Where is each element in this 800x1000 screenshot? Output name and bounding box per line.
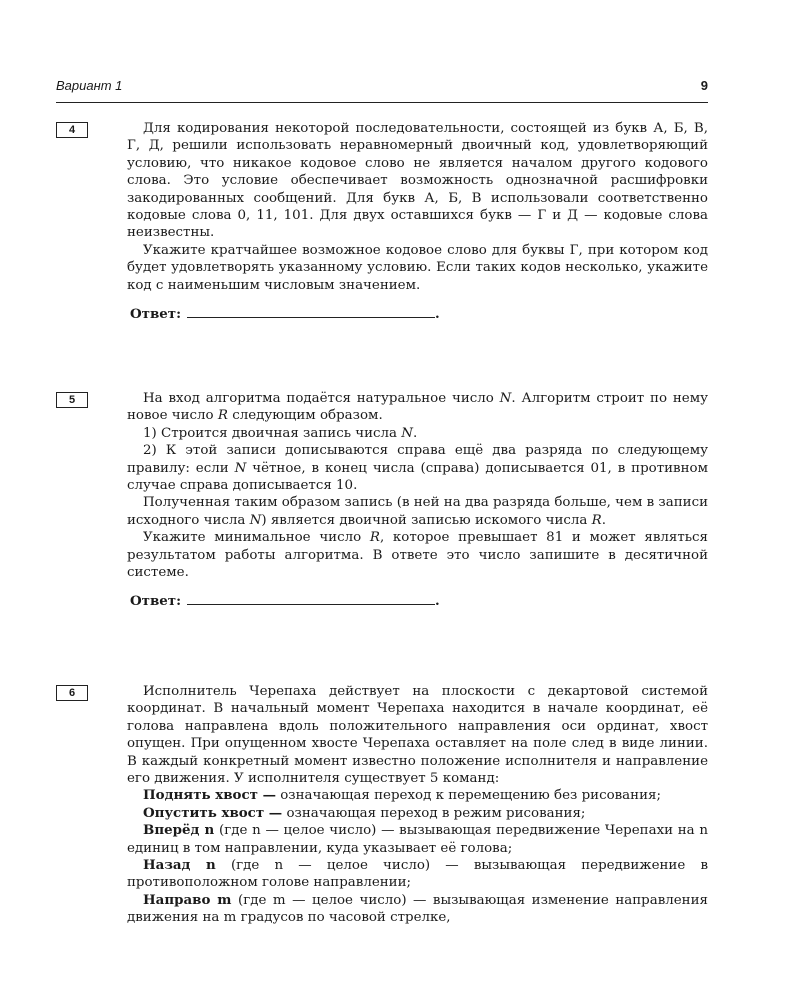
answer-label: Ответ:	[130, 593, 182, 610]
task-6-content	[127, 683, 708, 927]
answer-line[interactable]	[187, 305, 435, 318]
task-number-badge: 5	[56, 392, 88, 408]
task-5-paragraph-1: На вход алгоритма подаётся натуральное число N. Алгоритм строит по нему новое число R следующим образом.	[127, 391, 708, 424]
command-forward: Вперёд n (где n — целое число) — вызывающая передвижение Черепахи на n единиц в том направлении, куда указывает её голова;	[127, 822, 708, 856]
task-5	[56, 390, 708, 611]
task-4-content	[127, 120, 708, 323]
task-4	[56, 120, 708, 323]
task-number-badge: 4	[56, 122, 88, 138]
page-number: 9	[700, 78, 708, 93]
task-5-paragraph-5: Укажите минимальное число R, которое превышает 81 и может являться результатом работы алгоритма. В ответе это число запишите в десятичной системе.	[127, 530, 708, 581]
variant-label: Вариант 1	[56, 78, 123, 93]
task-5-paragraph-4: Полученная таким образом запись (в ней на два разряда больше, чем в записи исходного числа N) является двоичной записью искомого числа R.	[127, 495, 708, 528]
command-right: Направо m (где m — целое число) — вызывающая изменение направления движения на m градусов по часовой стрелке,	[127, 891, 708, 926]
task-4-paragraph-1: Для кодирования некоторой последовательности, состоящей из букв А, Б, В, Г, Д, решили использовать неравномерный двоичный код, удовлетворяющий условию, что никакое кодовое слово не является началом другого кодового слова. Это условие обеспечивает возможность однозначной расшифровки закодированных сообщений. Для букв А, Б, В использовали соответственно кодовые слова 0, 11, 101. Для двух оставшихся букв — Г и Д — кодовые слова неизвестны.	[127, 121, 708, 241]
task-4-paragraph-2: Укажите кратчайшее возможное кодовое слово для буквы Г, при котором код будет удовлетворять указанному условию. Если таких кодов несколько, укажите код с наименьшим числовым значением.	[127, 242, 708, 293]
task-6-intro: Исполнитель Черепаха действует на плоскости с декартовой системой координат. В начальный момент Черепаха находится в начале координат, её голова направлена вдоль положительного направления оси ординат, хвост опущен. При опущенном хвосте Черепаха оставляет на поле след в виде линии. В каждый конкретный момент известно положение исполнителя и направление его движения. У исполнителя существует 5 команд:	[127, 684, 708, 787]
task-5-content	[127, 390, 708, 611]
command-raise-tail: Поднять хвост — означающая переход к перемещению без рисования;	[143, 787, 661, 804]
task-5-paragraph-3: 2) К этой записи дописываются справа ещё два разряда по следующему правилу: если N чётное, в конец числа (справа) дописывается 01, в противном случае справа дописывается 10.	[127, 443, 708, 494]
task-6	[56, 683, 708, 927]
task-number-badge: 6	[56, 685, 88, 701]
page-header	[56, 78, 708, 103]
answer-label: Ответ:	[130, 306, 182, 323]
command-back: Назад n (где n — целое число) — вызывающая передвижение в противоположном голове направлении;	[127, 857, 708, 891]
task-5-paragraph-2: 1) Строится двоичная запись числа N.	[143, 425, 418, 441]
command-lower-tail: Опустить хвост — означающая переход в режим рисования;	[143, 804, 586, 821]
answer-line[interactable]	[187, 592, 435, 605]
answer-field: Ответ: .	[130, 593, 440, 610]
answer-field: Ответ: .	[130, 306, 440, 323]
